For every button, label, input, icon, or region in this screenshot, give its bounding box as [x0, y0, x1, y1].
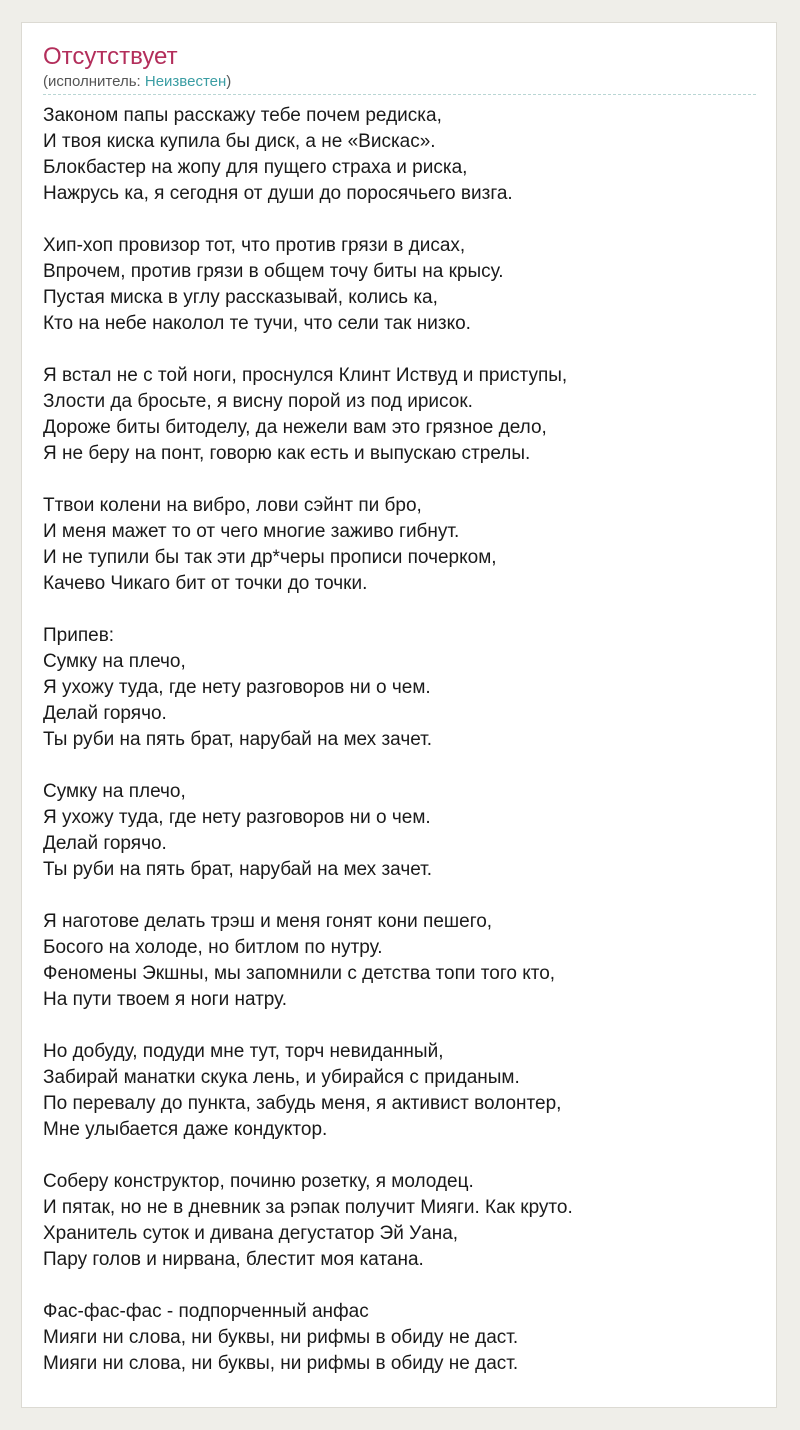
lyrics-line: Припев: [43, 625, 115, 646]
lyrics-line: Хранитель суток и дивана дегустатор Эй Уана, [43, 1223, 459, 1244]
lyrics-line: Пару голов и нирвана, блестит моя катана. [43, 1249, 424, 1270]
artist-line [43, 73, 231, 91]
lyrics-line: Я наготове делать трэш и меня гонят кони пешего, [43, 911, 493, 932]
song-title: Отсутствует [43, 43, 178, 70]
lyrics-stanza [43, 1039, 573, 1143]
artist-suffix: ) [226, 73, 232, 90]
lyrics-line: Делай горячо. [43, 703, 167, 724]
lyrics-stanza [43, 363, 573, 467]
lyrics-line: Нажрусь ка, я сегодня от души до поросячьего визга. [43, 183, 513, 204]
lyrics-line: Сумку на плечо, [43, 781, 186, 802]
lyrics-line: Законом папы расскажу тебе почем редиска, [43, 105, 442, 126]
lyrics-line: Кто на небе наколол те тучи, что сели так низко. [43, 313, 471, 334]
lyrics-stanza [43, 623, 573, 753]
title-divider [43, 94, 756, 95]
lyrics-line: Мияги ни слова, ни буквы, ни рифмы в обиду не даст. [43, 1353, 519, 1374]
lyrics-line: Впрочем, против грязи в общем точу биты на крысу. [43, 261, 504, 282]
lyrics-stanza [43, 1299, 573, 1377]
lyrics-stanza [43, 909, 573, 1013]
lyrics-line: Но добуду, подуди мне тут, торч невиданный, [43, 1041, 444, 1062]
artist-prefix: (исполнитель: [43, 73, 145, 90]
lyrics-line: И твоя киска купила бы диск, а не «Вискас». [43, 131, 436, 152]
lyrics-line: Соберу конструктор, починю розетку, я молодец. [43, 1171, 474, 1192]
lyrics-line: На пути твоем я ноги натру. [43, 989, 288, 1010]
lyrics-stanza [43, 493, 573, 597]
lyrics-line: Фас-фас-фас - подпорченный анфас [43, 1301, 369, 1322]
lyrics-line: Я не беру на понт, говорю как есть и выпускаю стрелы. [43, 443, 531, 464]
lyrics-line: Сумку на плечо, [43, 651, 186, 672]
lyrics-line: Хип-хоп провизор тот, что против грязи в дисах, [43, 235, 466, 256]
lyrics-line: Ты руби на пять брат, нарубай на мех зачет. [43, 859, 433, 880]
lyrics-line: Забирай манатки скука лень, и убирайся с приданым. [43, 1067, 520, 1088]
lyrics-stanza [43, 1169, 573, 1273]
lyrics-line: Босого на холоде, но битлом по нутру. [43, 937, 383, 958]
lyrics-text [43, 103, 573, 1377]
lyrics-line: Я ухожу туда, где нету разговоров ни о чем. [43, 807, 431, 828]
lyrics-line: Мне улыбается даже кондуктор. [43, 1119, 328, 1140]
lyrics-line: Качево Чикаго бит от точки до точки. [43, 573, 368, 594]
lyrics-line: По перевалу до пункта, забудь меня, я активист волонтер, [43, 1093, 562, 1114]
lyrics-line: Ттвои колени на вибро, лови сэйнт пи бро, [43, 495, 422, 516]
lyrics-line: Дороже биты битоделу, да нежели вам это грязное дело, [43, 417, 547, 438]
lyrics-line: И не тупили бы так эти др*черы прописи почерком, [43, 547, 497, 568]
lyrics-stanza [43, 233, 573, 337]
lyrics-stanza [43, 103, 573, 207]
lyrics-card [21, 22, 777, 1408]
lyrics-stanza [43, 779, 573, 883]
lyrics-line: Злости да бросьте, я висну порой из под ирисок. [43, 391, 473, 412]
lyrics-line: Ты руби на пять брат, нарубай на мех зачет. [43, 729, 433, 750]
lyrics-line: Мияги ни слова, ни буквы, ни рифмы в обиду не даст. [43, 1327, 519, 1348]
artist-name-link[interactable]: Неизвестен [144, 73, 227, 90]
lyrics-line: Я ухожу туда, где нету разговоров ни о чем. [43, 677, 431, 698]
lyrics-line: И меня мажет то от чего многие заживо гибнут. [43, 521, 460, 542]
lyrics-line: Делай горячо. [43, 833, 167, 854]
lyrics-line: Я встал не с той ноги, проснулся Клинт Иствуд и приступы, [43, 365, 568, 386]
lyrics-line: И пятак, но не в дневник за рэпак получит Мияги. Как круто. [43, 1197, 573, 1218]
lyrics-line: Блокбастер на жопу для пущего страха и риска, [43, 157, 468, 178]
lyrics-line: Феномены Экшны, мы запомнили с детства топи того кто, [43, 963, 556, 984]
lyrics-line: Пустая миска в углу рассказывай, колись ка, [43, 287, 438, 308]
